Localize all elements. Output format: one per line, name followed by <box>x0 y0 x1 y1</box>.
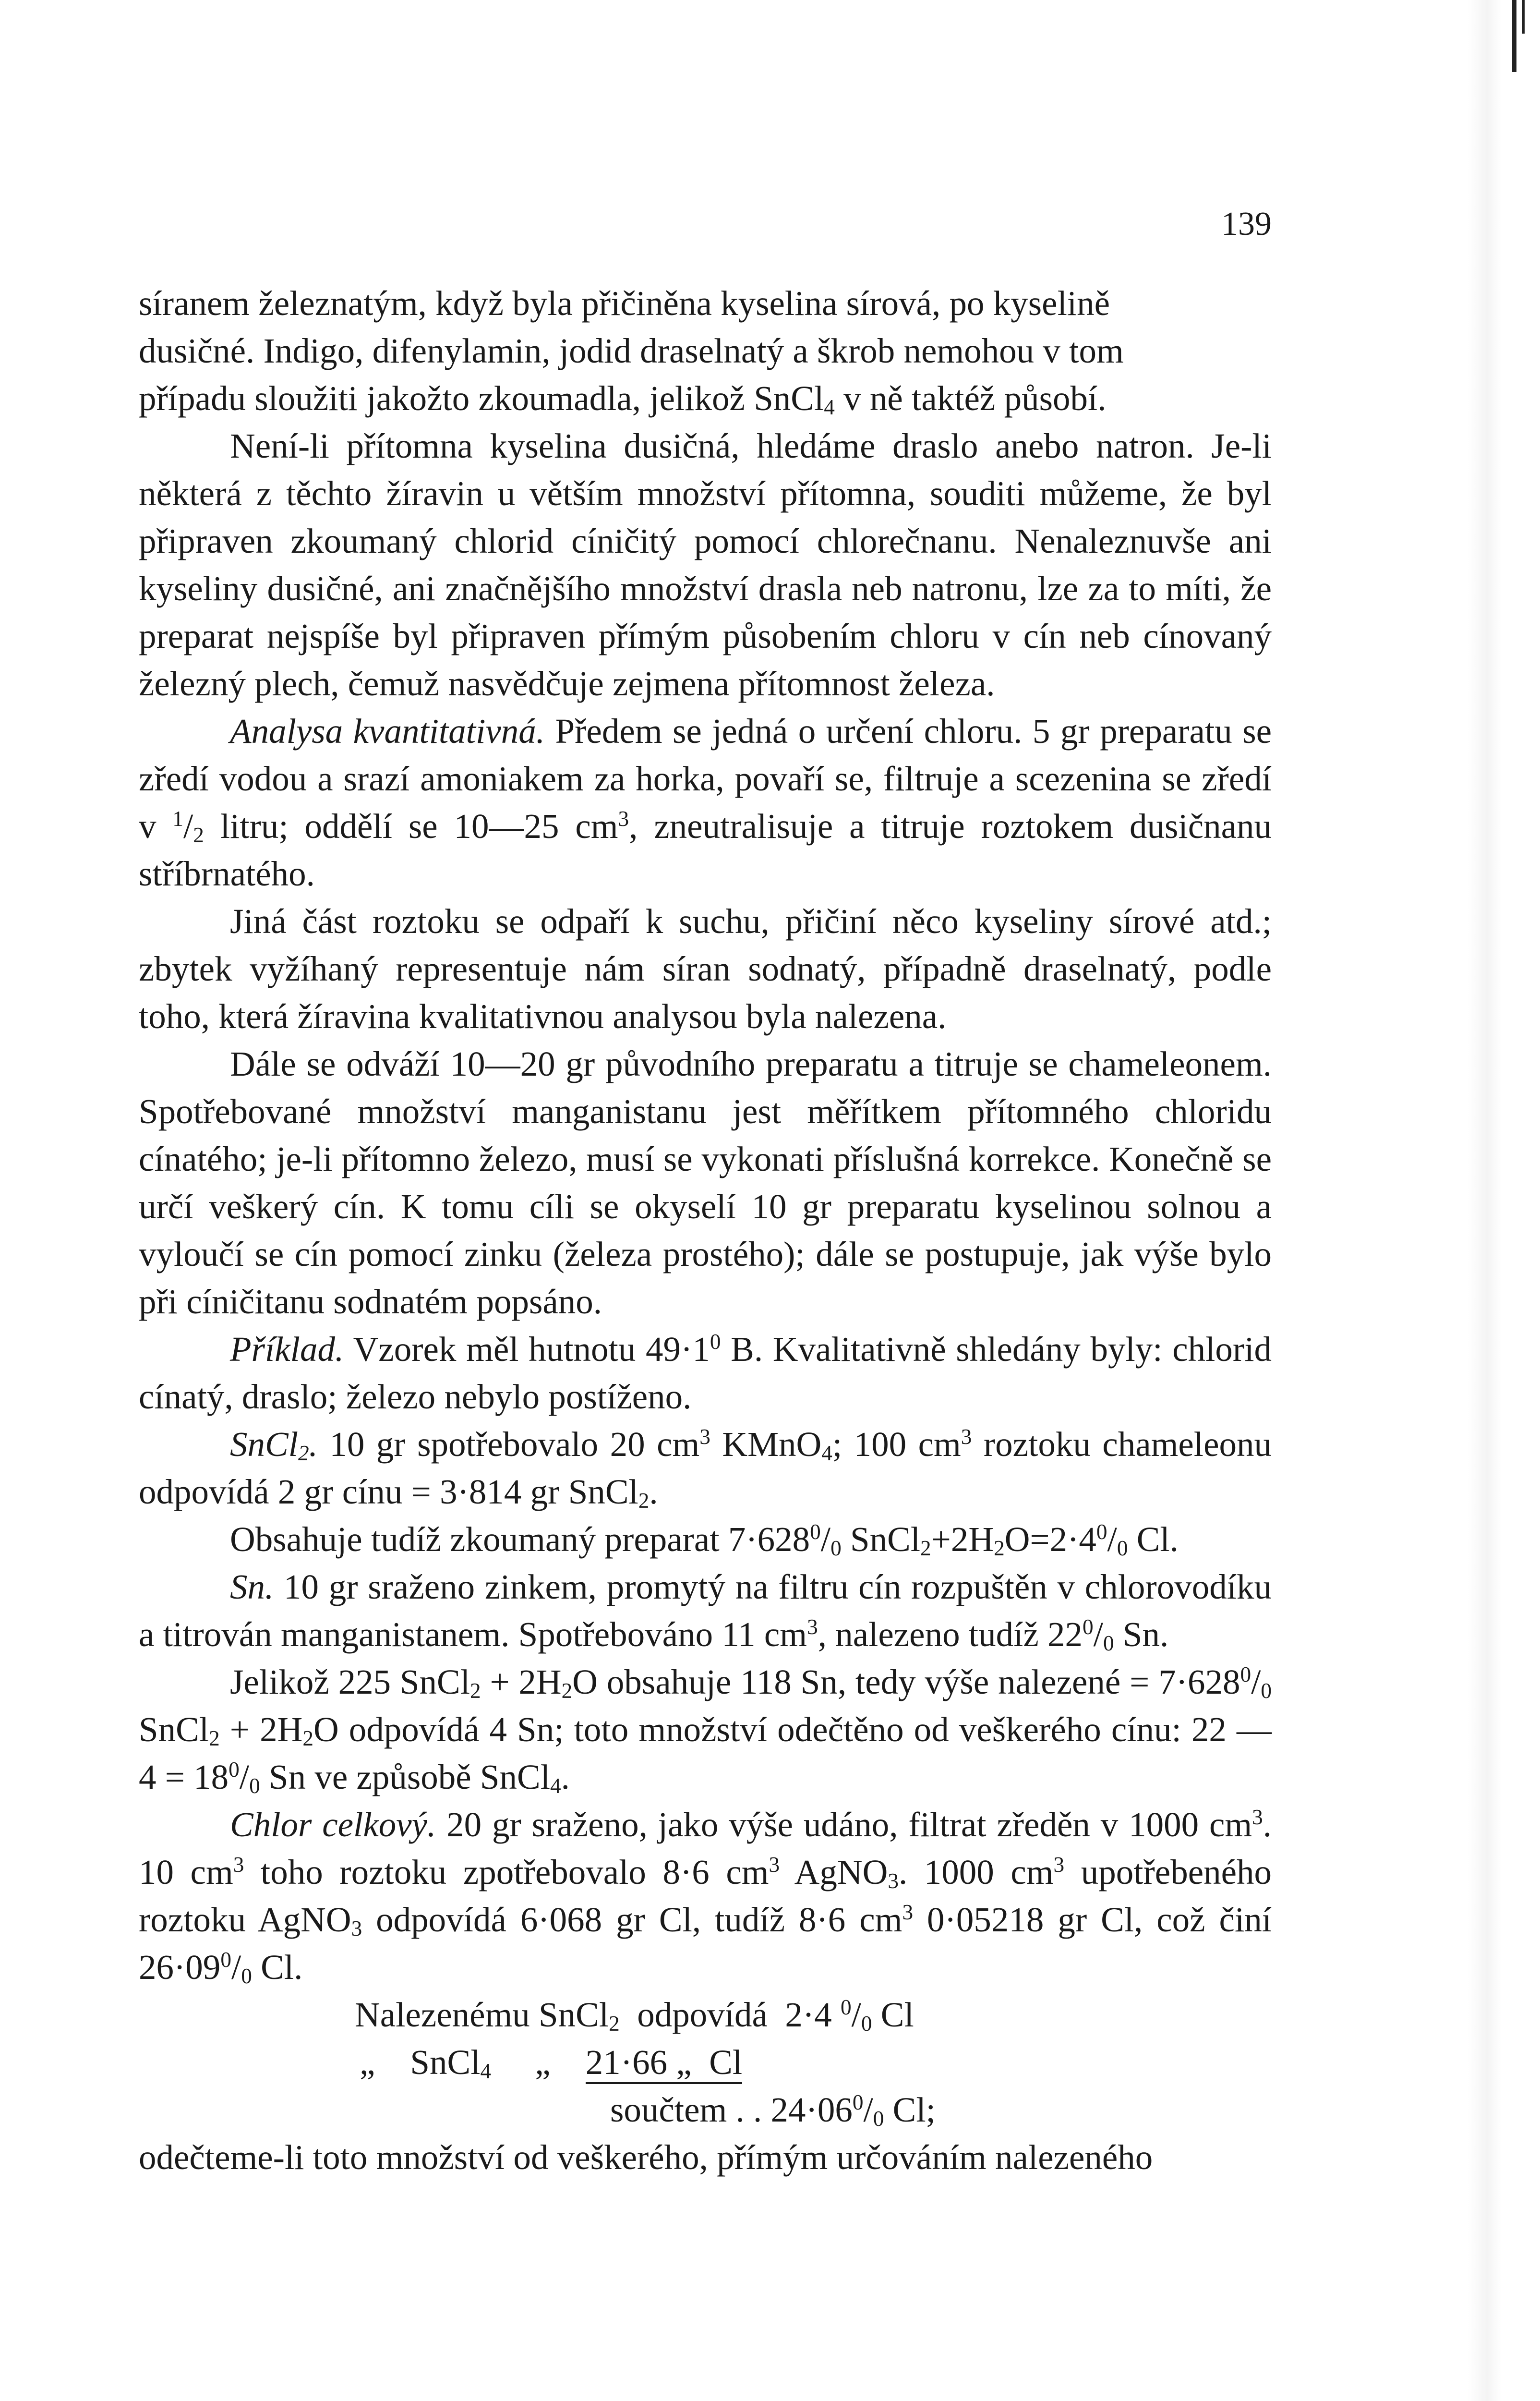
section-heading: Sn. <box>230 1567 274 1606</box>
section-heading: Analysa kvantitativná. <box>230 712 545 751</box>
paragraph: Dále se odváží 10—20 gr původního preparatu a titruje se chameleonem. Spotřebované množství manganistanu jest měřítkem přítomného chloridu cínatého; je-li přítomno železo, musí se vykonati příslušná korrekce. Konečně se určí veškerý cín. K tomu cíli se okyselí 10 gr preparatu kyselinou solnou a vyloučí se cín pomocí zinku (železa prostého); dále se postupuje, jak výše bylo při cíničitanu sodnatém popsáno. <box>139 1044 1272 1321</box>
sum-row: „ SnCl$_4$ „ 21·66 „ Cl <box>360 2043 743 2084</box>
paragraph: Analysa kvantitativná. Předem se jedná o určení chloru. 5 gr preparatu se zředí vodou a srazí amoniakem za horka, povaří se, filtruje a scezenina se zředí v $^1/_2$ litru; oddělí se 10—25 $cm^3$, zneutralisuje a titruje roztokem dusičnanu stříbrnatého. <box>139 712 1272 893</box>
page-number: 139 <box>1221 206 1272 243</box>
sum-row: Nalezenému SnCl$_2$ odpovídá 2·4 $^0/_0$ Cl <box>355 1995 914 2036</box>
scan-mark <box>1522 0 1525 34</box>
page-text <box>139 279 1272 2181</box>
text-line: případu sloužiti jakožto zkoumadla, jelikož SnCl <box>139 379 824 418</box>
sum-row: součtem . . $24\cdot 06^0/_0$ Cl; <box>610 2090 936 2131</box>
paragraph: odečteme-li toto množství od veškerého, přímým určováním nalezeného <box>139 2138 1153 2177</box>
paragraph: Jiná část roztoku se odpaří k suchu, přičiní něco kyseliny sírové atd.; zbytek vyžíhaný representuje nám síran sodnatý, případně draselnatý, podle toho, která žíravina kvalitativnou analysou byla nalezena. <box>139 902 1272 1036</box>
text-line: síranem železnatým, když byla přičiněna kyselina sírová, po kyselině <box>139 284 1110 323</box>
scan-mark <box>1512 0 1516 72</box>
paragraph: Příklad. Vzorek měl hutnotu $49\cdot 1^0$ B. Kvalitativně shledány byly: chlorid cínatý, draslo; železo nebylo postíženo. <box>139 1330 1272 1416</box>
paragraph: Sn. 10 gr sraženo zinkem, promytý na filtru cín rozpuštěn v chlorovodíku a titrován manganistanem. Spotřebováno 11 $cm^3$, nalezeno tudíž $22^0/_0$ Sn. <box>139 1567 1272 1656</box>
paragraph: SnCl$_2$. 10 gr spotřebovalo 20 $cm^3$ KMnO$_4$; 100 $cm^3$ roztoku chameleonu odpovídá 2 gr cínu = 3·814 gr SnCl$_2$. <box>139 1425 1272 1513</box>
scan-edge <box>1468 0 1540 2401</box>
paragraph: Obsahuje tudíž zkoumaný preparat $7\cdot 628^0/_0$ $SnCl_2+2H_2O=2\cdot 4^0/_0$ Cl. <box>230 1520 1179 1561</box>
sum-underline: 21·66 „ Cl <box>586 2043 742 2084</box>
paragraph: Jelikož 225 SnCl$_2$ + $2H_2O$ obsahuje 118 Sn, tedy výše nalezené = $7\cdot 628^0/_0$ SnCl$_2$ + $2H_2O$ odpovídá 4 Sn; toto množství odečtěno od veškerého cínu: 22 — $4 = 18^0/_0$ Sn ve způsobě SnCl$_4$. <box>139 1662 1272 1798</box>
book-page <box>139 0 1272 2401</box>
paragraph: síranem železnatým, když byla přičiněna kyselina sírová, po kyselině dusičné. Indigo, difenylamin, jodid draselnatý a škrob nemohou v tom případu sloužiti jakožto zkoumadla, jelikož SnCl$_4$ v ně taktéž působí. <box>139 284 1124 420</box>
text-line: dusičné. Indigo, difenylamin, jodid draselnatý a škrob nemohou v tom <box>139 331 1124 370</box>
paragraph: Chlor celkový. 20 gr sraženo, jako výše udáno, filtrat zředěn v 1000 $cm^3$. 10 $cm^3$ toho roztoku zpotřebovalo 8·6 $cm^3$ AgNO$_3$. 1000 $cm^3$ upotřebeného roztoku AgNO$_3$ odpovídá 6·068 gr Cl, tudíž 8·6 $cm^3$ 0·05218 gr Cl, což činí $26\cdot 09^0/_0$ Cl. <box>139 1805 1272 1989</box>
section-heading: SnCl$_2$. <box>230 1425 318 1466</box>
section-heading: Příklad. <box>230 1330 344 1369</box>
section-heading: Chlor celkový. <box>230 1805 436 1844</box>
paragraph: Není-li přítomna kyselina dusičná, hledáme draslo anebo natron. Je-li některá z těchto žíravin u větším množství přítomna, souditi můžeme, že byl připraven zkoumaný chlorid cíničitý pomocí chlorečnanu. Nenaleznuvše ani kyseliny dusičné, ani značnějšího množství drasla neb natronu, lze za to míti, že preparat nejspíše byl připraven přímým působením chloru v cín neb cínovaný železný plech, čemuž nasvědčuje zejmena přítomnost železa. <box>139 426 1272 703</box>
